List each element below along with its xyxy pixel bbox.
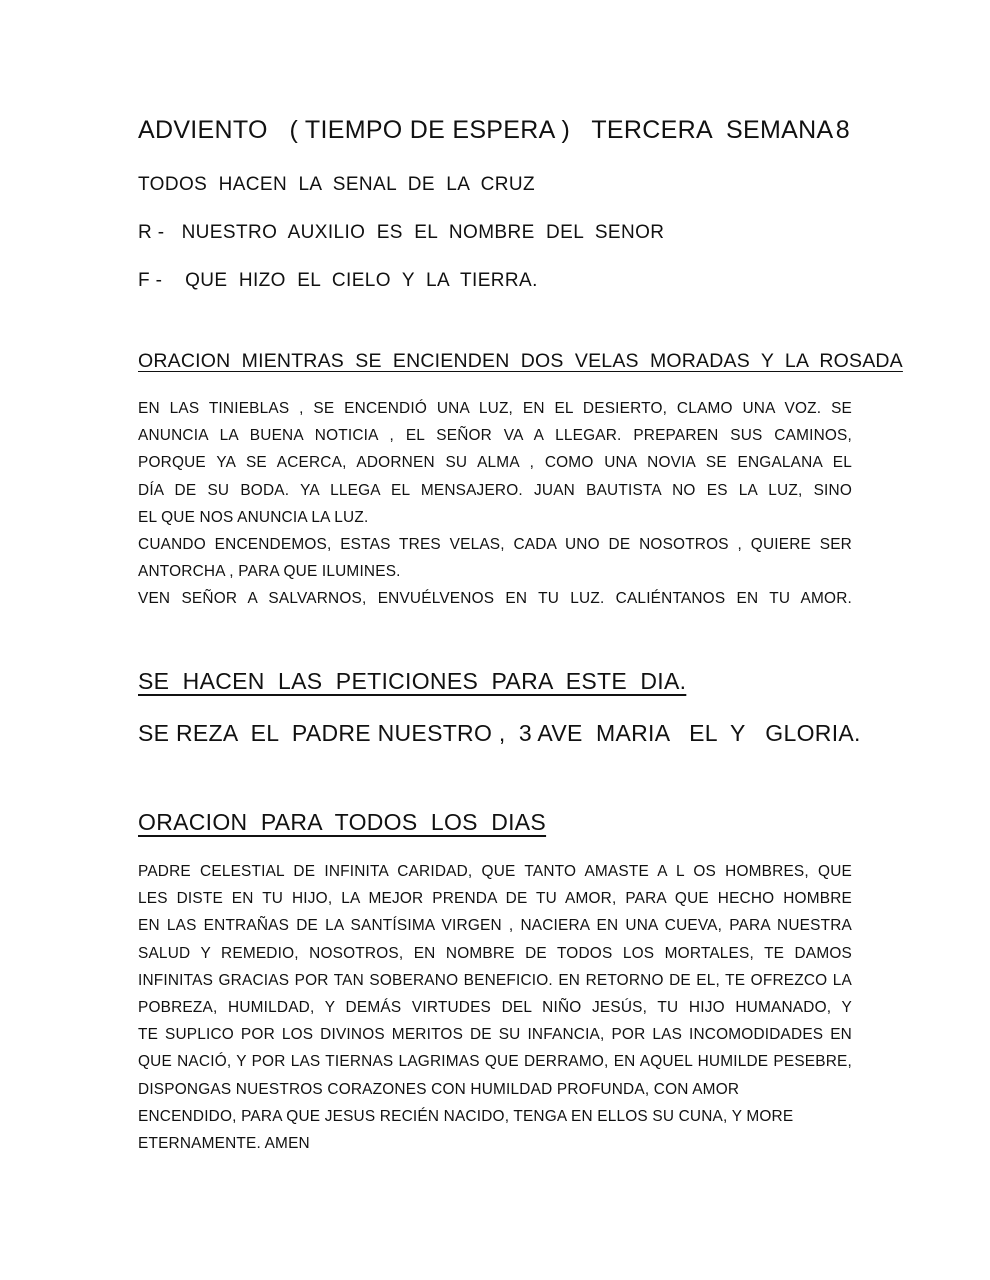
response-f: F - QUE HIZO EL CIELO Y LA TIERRA.	[138, 270, 538, 291]
paragraph-line: LES DISTE EN TU HIJO, LA MEJOR PRENDA DE TU AMOR, PARA QUE HECHO HOMBRE	[138, 890, 852, 908]
paragraph-line: POBREZA, HUMILDAD, Y DEMÁS VIRTUDES DEL NIÑO JESÚS, TU HIJO HUMANADO, Y	[138, 999, 852, 1017]
daily-prayer-text	[138, 858, 852, 1157]
paragraph-line: QUE NACIÓ, Y POR LAS TIERNAS LAGRIMAS QUE DERRAMO, EN AQUEL HUMILDE PESEBRE,	[138, 1053, 852, 1071]
prayers-to-recite: SE REZA EL PADRE NUESTRO , 3 AVE MARIA EL Y GLORIA.	[138, 720, 861, 746]
paragraph-line: ANTORCHA , PARA QUE ILUMINES.	[138, 563, 401, 581]
paragraph-line: ANUNCIA LA BUENA NOTICIA , EL SEÑOR VA A LLEGAR. PREPAREN SUS CAMINOS,	[138, 427, 852, 445]
paragraph-line: ENCENDIDO, PARA QUE JESUS RECIÉN NACIDO, TENGA EN ELLOS SU CUNA, Y MORE	[138, 1107, 794, 1125]
paragraph-line: INFINITAS GRACIAS POR TAN SOBERANO BENEFICIO. EN RETORNO DE EL, TE OFREZCO LA	[138, 971, 852, 989]
paragraph-line: VEN SEÑOR A SALVARNOS, ENVUÉLVENOS EN TU LUZ. CALIÉNTANOS EN TU AMOR.	[138, 590, 852, 608]
candle-prayer-text	[138, 395, 852, 613]
paragraph-line: CUANDO ENCENDEMOS, ESTAS TRES VELAS, CADA UNO DE NOSOTROS , QUIERE SER	[138, 536, 852, 554]
document-title: ADVIENTO ( TIEMPO DE ESPERA ) TERCERA SEMANA	[138, 116, 834, 144]
paragraph-line: EN LAS TINIEBLAS , SE ENCENDIÓ UNA LUZ, EN EL DESIERTO, CLAMO UNA VOZ. SE	[138, 400, 852, 417]
petitions-heading: SE HACEN LAS PETICIONES PARA ESTE DIA.	[138, 668, 687, 694]
document-header	[138, 116, 850, 145]
paragraph-line: PADRE CELESTIAL DE INFINITA CARIDAD, QUE TANTO AMASTE A L OS HOMBRES, QUE	[138, 863, 852, 880]
paragraph-line: EN LAS ENTRAÑAS DE LA SANTÍSIMA VIRGEN , NACIERA EN UNA CUEVA, PARA NUESTRA	[138, 917, 852, 935]
candle-prayer-heading: ORACION MIENTRAS SE ENCIENDEN DOS VELAS MORADAS Y LA ROSADA	[138, 350, 903, 372]
paragraph-line: TE SUPLICO POR LOS DIVINOS MERITOS DE SU INFANCIA, POR LAS INCOMODIDADES EN	[138, 1026, 852, 1044]
paragraph-line: DÍA DE SU BODA. YA LLEGA EL MENSAJERO. JUAN BAUTISTA NO ES LA LUZ, SINO	[138, 481, 852, 499]
daily-prayer-heading: ORACION PARA TODOS LOS DIAS	[138, 809, 547, 835]
paragraph-line: PORQUE YA SE ACERCA, ADORNEN SU ALMA , COMO UNA NOVIA SE ENGALANA EL	[138, 454, 852, 472]
page-number: 8	[835, 116, 850, 144]
paragraph-line: DISPONGAS NUESTROS CORAZONES CON HUMILDAD PROFUNDA, CON AMOR	[138, 1080, 740, 1098]
paragraph-line: SALUD Y REMEDIO, NOSOTROS, EN NOMBRE DE TODOS LOS MORTALES, TE DAMOS	[138, 944, 852, 962]
rubric-sign-of-cross: TODOS HACEN LA SENAL DE LA CRUZ	[138, 174, 536, 195]
paragraph-line: ETERNAMENTE. AMEN	[138, 1135, 310, 1153]
paragraph-line: EL QUE NOS ANUNCIA LA LUZ.	[138, 508, 369, 526]
response-r: R - NUESTRO AUXILIO ES EL NOMBRE DEL SENOR	[138, 222, 665, 243]
